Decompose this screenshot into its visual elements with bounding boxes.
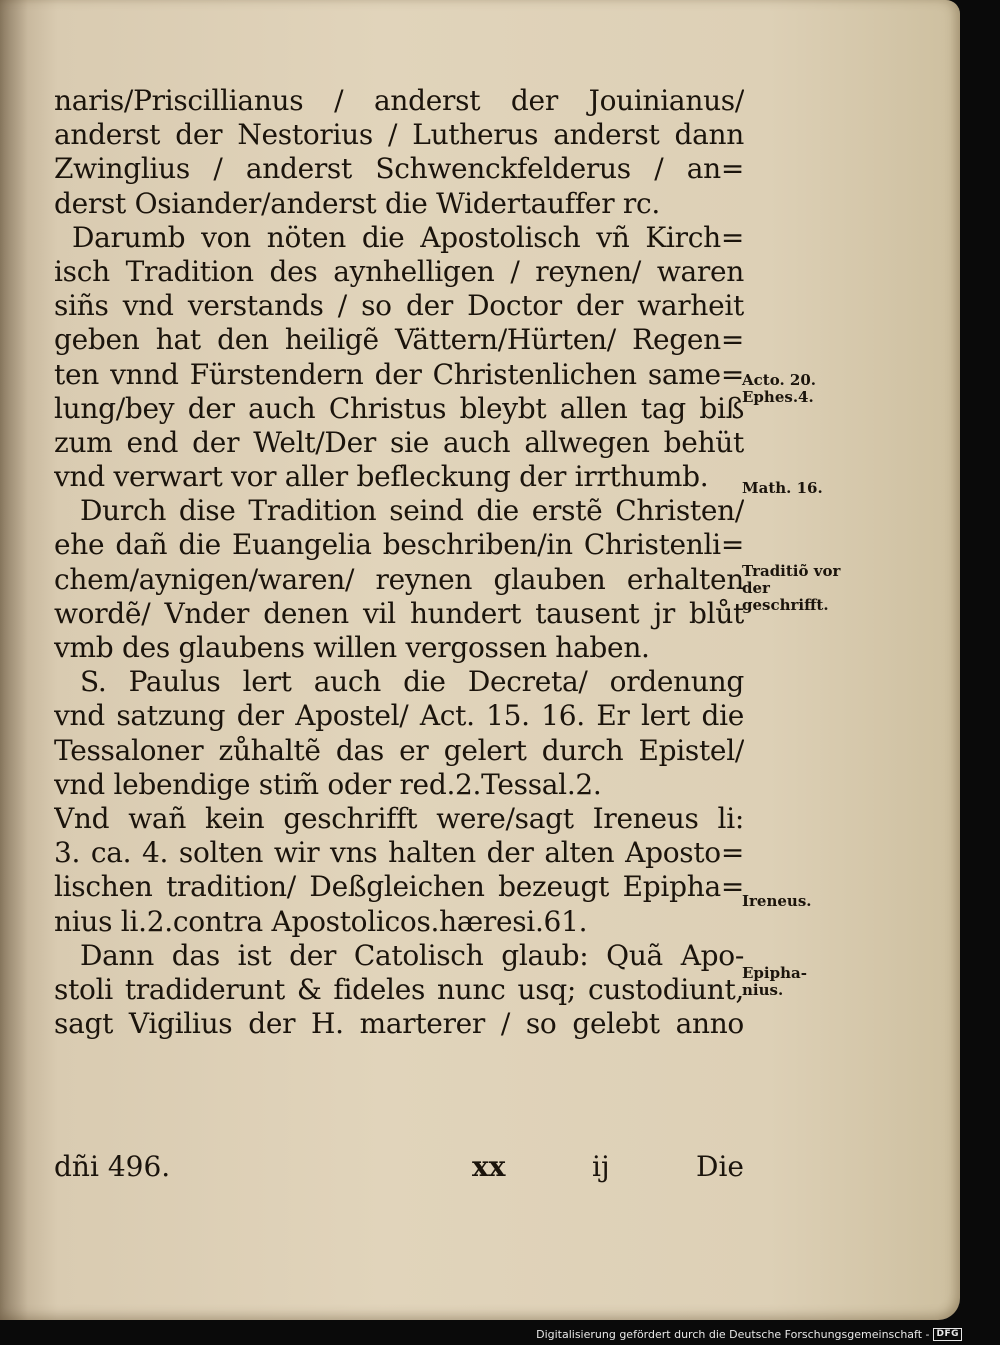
text-line: lung/bey der auch Christus bleybt allen tag biß (54, 391, 744, 425)
text-line: isch Tradition des aynhelligen / reynen/ waren (54, 254, 744, 288)
text-line: vmb des glaubens willen vergossen haben. (54, 631, 650, 664)
page-number: ij (592, 1150, 610, 1183)
text-line: dñi 496. (54, 1150, 171, 1183)
text-line: anderst der Nestorius / Lutherus anderst dann (54, 118, 744, 152)
text-line: nius li.2.contra Apostolicos.hæresi.61. (54, 904, 588, 938)
text-line: wordẽ/ Vnder denen vil hundert tausent jr blůt (54, 596, 744, 630)
margin-note-tradition: Traditiõ vor der geschrifft. (742, 562, 841, 614)
text-line: lischen tradition/ Deßgleichen bezeugt Epipha= (54, 870, 744, 904)
body-text (54, 84, 744, 1041)
text-line: vnd verwart vor aller befleckung der irrthumb. (54, 460, 709, 494)
text-line: geben hat den heiligẽ Vättern/Hürten/ Regen= (54, 323, 744, 357)
margin-note-matthew: Math. 16. (742, 479, 823, 497)
text-line: stoli tradiderunt & fideles nunc usq; custodiunt, (54, 972, 744, 1006)
margin-note-acts: Acto. 20. Ephes.4. (742, 371, 816, 406)
text-line: vnd lebendige stim̃ oder red.2.Tessal.2. (54, 767, 602, 801)
text-line: siñs vnd verstands / so der Doctor der warheit (54, 289, 744, 323)
text-line: zum end der Welt/Der sie auch allwegen behüt (54, 425, 744, 459)
text-line: 3. ca. 4. solten wir vns halten der alten Aposto= (54, 836, 744, 870)
text-line: vnd satzung der Apostel/ Act. 15. 16. Er lert die (54, 699, 744, 733)
text-line: Darumb von nöten die Apostolisch vñ Kirch= (72, 220, 744, 254)
text-line: Tessaloner zůhaltẽ das er gelert durch Epistel/ (54, 733, 744, 767)
text-line: S. Paulus lert auch die Decreta/ ordenung (80, 665, 744, 699)
catchword: Die (696, 1150, 744, 1183)
funding-footer (536, 1328, 962, 1341)
signature-mark: xx (472, 1150, 506, 1183)
text-line: derst Osiander/anderst die Widertauffer rc. (54, 186, 660, 220)
text-line: chem/aynigen/waren/ reynen glauben erhalten (54, 562, 744, 596)
text-line: Dann das ist der Catolisch glaub: Quã Apo- (80, 938, 744, 972)
funding-text: Digitalisierung gefördert durch die Deutsche Forschungsgemeinschaft - (536, 1328, 930, 1341)
text-line: ehe dañ die Euangelia beschriben/in Christenli= (54, 528, 744, 562)
margin-note-ireneus: Ireneus. (742, 892, 812, 910)
catchline (54, 1150, 744, 1184)
margin-note-epiphanius: Epipha- nius. (742, 964, 807, 999)
dfg-logo: DFG (933, 1328, 962, 1341)
text-line: naris/Priscillianus / anderst der Jouinianus/ (54, 84, 744, 117)
text-line: sagt Vigilius der H. marterer / so gelebt anno (54, 1007, 744, 1041)
text-line: Vnd wañ kein geschrifft were/sagt Ireneus li: (54, 801, 744, 835)
text-line: ten vnnd Fürstendern der Christenlichen same= (54, 357, 744, 391)
text-line: Durch dise Tradition seind die erstẽ Christen/ (80, 494, 744, 528)
text-line: Zwinglius / anderst Schwenckfelderus / an= (54, 152, 744, 186)
